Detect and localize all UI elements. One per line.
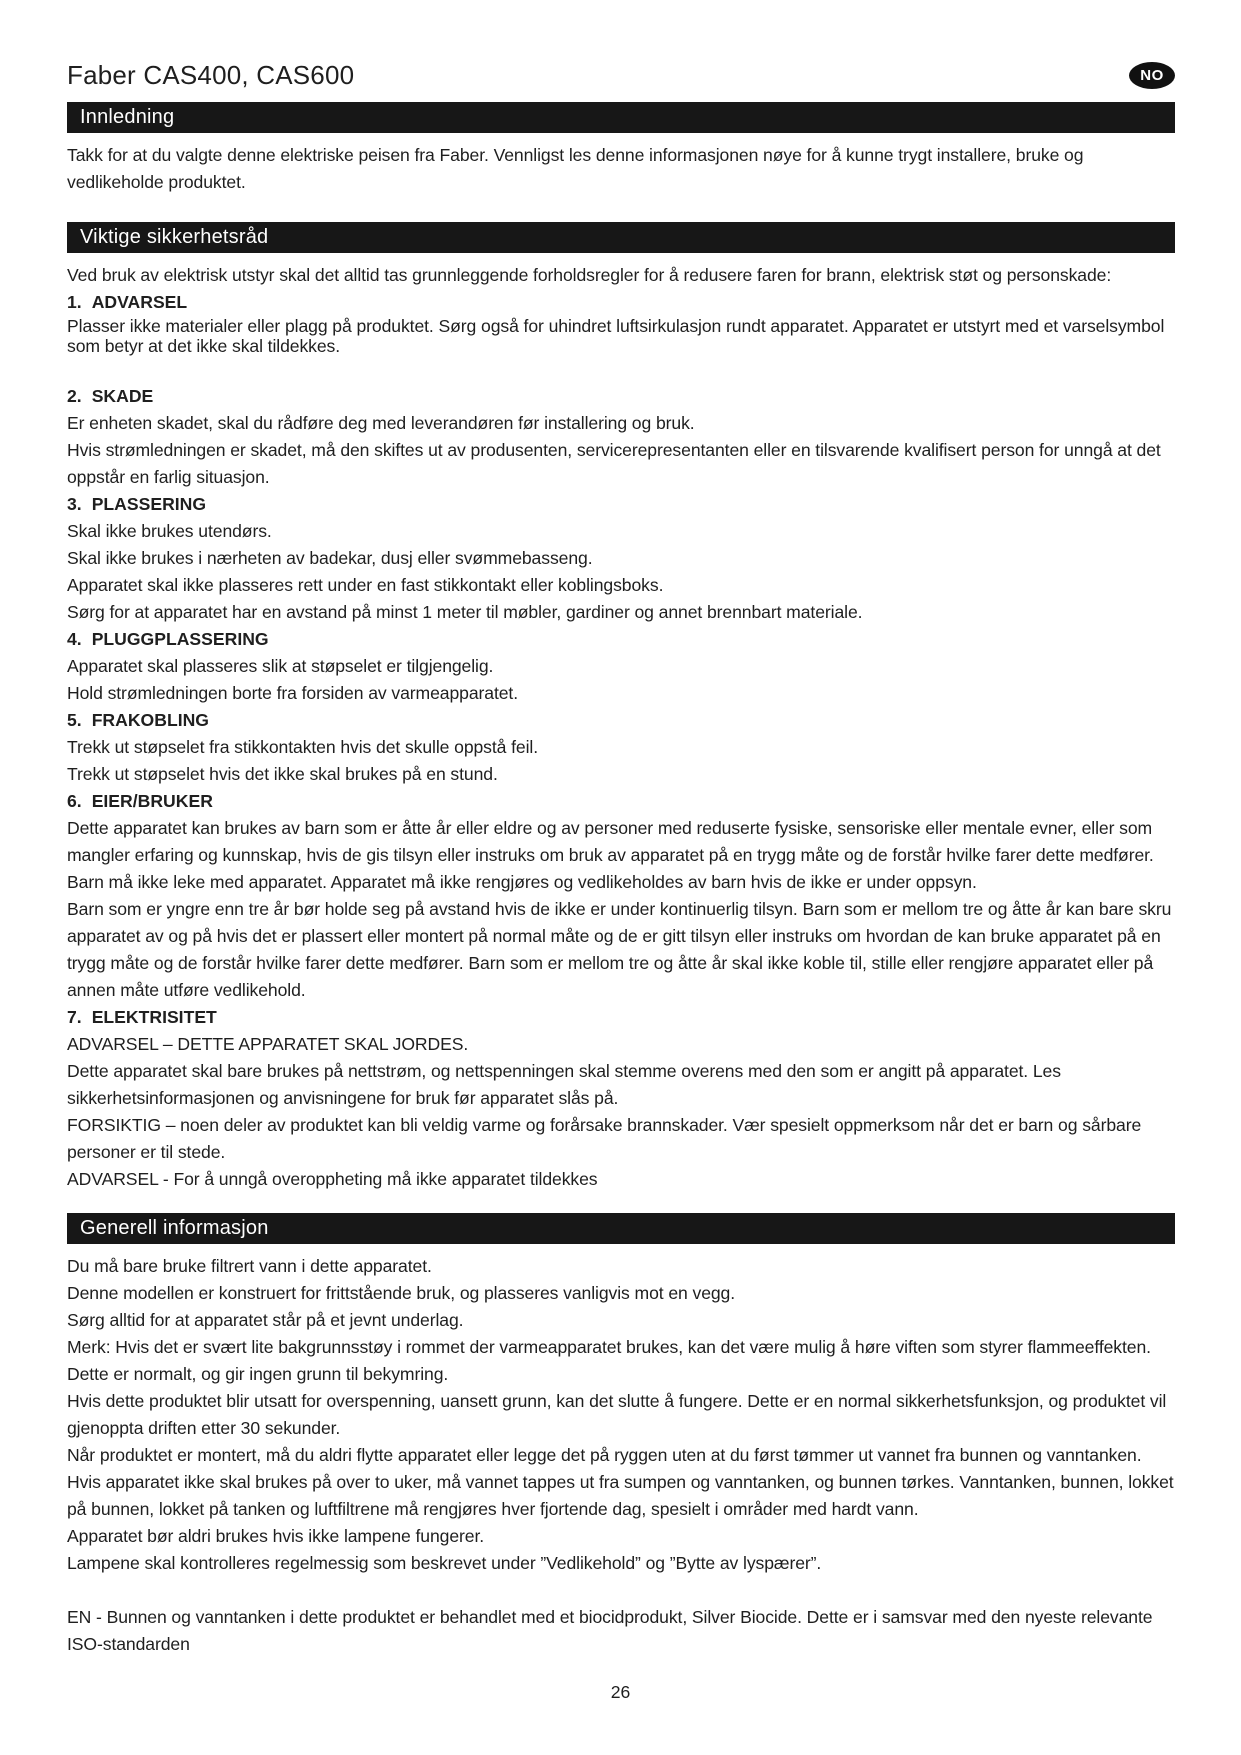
- paragraph: Trekk ut støpselet fra stikkontakten hvis det skulle oppstå feil.: [67, 737, 539, 757]
- safety-item-heading: [67, 289, 1175, 316]
- section-innledning: [67, 142, 1175, 196]
- item-title: ADVARSEL: [91, 292, 188, 312]
- paragraph: Ved bruk av elektrisk utstyr skal det alltid tas grunnleggende forholdsregler for å redusere faren for brann, elektrisk støt og personskade:: [67, 265, 1112, 285]
- item-title: FRAKOBLING: [91, 710, 209, 730]
- item-number: 3.: [67, 494, 82, 514]
- section-sikkerhet: [67, 262, 1175, 1193]
- paragraph: Skal ikke brukes utendørs.: [67, 521, 272, 541]
- safety-item-heading: [67, 1004, 1175, 1031]
- item-title: PLUGGPLASSERING: [91, 629, 269, 649]
- paragraph: Denne modellen er konstruert for frittstående bruk, og plasseres vanligvis mot en vegg.: [67, 1283, 736, 1303]
- item-title: PLASSERING: [91, 494, 207, 514]
- item-title: EIER/BRUKER: [91, 791, 213, 811]
- item-title: ELEKTRISITET: [91, 1007, 217, 1027]
- language-badge: NO: [1129, 62, 1175, 89]
- section-bar-sikkerhet: Viktige sikkerhetsråd: [67, 222, 1175, 253]
- section-generell: [67, 1253, 1175, 1658]
- paragraph: Takk for at du valgte denne elektriske peisen fra Faber. Vennligst les denne informasjonen nøye for å kunne trygt installere, bruke og vedlikeholde produktet.: [67, 145, 1084, 192]
- paragraph: Apparatet skal ikke plasseres rett under en fast stikkontakt eller koblingsboks.: [67, 575, 664, 595]
- item-number: 1.: [67, 292, 82, 312]
- paragraph: Skal ikke brukes i nærheten av badekar, dusj eller svømmebasseng.: [67, 548, 593, 568]
- doc-header: [67, 58, 1175, 92]
- section-bar-innledning: Innledning: [67, 102, 1175, 133]
- paragraph: Merk: Hvis det er svært lite bakgrunnsstøy i rommet der varmeapparatet brukes, kan det være mulig å høre viften som styrer flammeeffekten. Dette er normalt, og gir ingen grunn til bekymring.: [67, 1337, 1151, 1384]
- safety-item-heading: [67, 707, 1175, 734]
- paragraph: Dette apparatet kan brukes av barn som er åtte år eller eldre og av personer med reduserte fysiske, sensoriske eller mentale evner, eller som mangler erfaring og kunnskap, hvis de gis tilsyn eller instruks om bruk av apparatet på en trygg måte og de forstår hvilke farer dette medfører. Barn må ikke leke med apparatet. Apparatet må ikke rengjøres og vedlikeholdes av barn hvis de ikke er under oppsyn.: [67, 818, 1154, 892]
- safety-item-heading: [67, 788, 1175, 815]
- paragraph: Hold strømledningen borte fra forsiden av varmeapparatet.: [67, 683, 518, 703]
- paragraph: Sørg alltid for at apparatet står på et jevnt underlag.: [67, 1310, 464, 1330]
- paragraph: Hvis dette produktet blir utsatt for overspenning, uansett grunn, kan det slutte å fungere. Dette er en normal sikkerhetsfunksjon, og produktet vil gjenoppta driften etter 30 sekunder.: [67, 1391, 1167, 1438]
- paragraph: Når produktet er montert, må du aldri flytte apparatet eller legge det på ryggen uten at du først tømmer ut vannet fra bunnen og vanntanken.: [67, 1445, 1142, 1465]
- safety-item-heading: [67, 491, 1175, 518]
- item-number: 5.: [67, 710, 82, 730]
- item-number: 2.: [67, 386, 82, 406]
- page-number: 26: [610, 1682, 631, 1702]
- item-number: 4.: [67, 629, 82, 649]
- paragraph: Lampene skal kontrolleres regelmessig som beskrevet under ”Vedlikehold” og ”Bytte av lyspærer”.: [67, 1553, 822, 1573]
- paragraph: Hvis strømledningen er skadet, må den skiftes ut av produsenten, servicerepresentanten eller en tilsvarende kvalifisert person for unngå at det oppstår en farlig situasjon.: [67, 440, 1161, 487]
- paragraph: Plasser ikke materialer eller plagg på produktet. Sørg også for uhindret luftsirkulasjon rundt apparatet. Apparatet er utstyrt med et varselsymbol som betyr at det ikke skal tildekkes.: [67, 316, 1165, 356]
- paragraph: Er enheten skadet, skal du rådføre deg med leverandøren før installering og bruk.: [67, 413, 695, 433]
- paragraph: Du må bare bruke filtrert vann i dette apparatet.: [67, 1256, 432, 1276]
- paragraph: Sørg for at apparatet har en avstand på minst 1 meter til møbler, gardiner og annet brennbart materiale.: [67, 602, 863, 622]
- paragraph: FORSIKTIG – noen deler av produktet kan bli veldig varme og forårsake brannskader. Vær spesielt oppmerksom når det er barn og sårbare personer er til stede.: [67, 1115, 1142, 1162]
- paragraph: Dette apparatet skal bare brukes på nettstrøm, og nettspenningen skal stemme overens med den som er angitt på apparatet. Les sikkerhetsinformasjonen og anvisningene for bruk før apparatet slås på.: [67, 1061, 1061, 1108]
- section-bar-generell: Generell informasjon: [67, 1213, 1175, 1244]
- item-number: 7.: [67, 1007, 82, 1027]
- item-number: 6.: [67, 791, 82, 811]
- paragraph: ADVARSEL - For å unngå overoppheting må ikke apparatet tildekkes: [67, 1169, 598, 1189]
- safety-item-heading: [67, 626, 1175, 653]
- biocide-footnote: EN - Bunnen og vanntanken i dette produktet er behandlet med et biocidprodukt, Silver Biocide. Dette er i samsvar med den nyeste relevante ISO-standarden: [67, 1607, 1153, 1654]
- paragraph: Apparatet bør aldri brukes hvis ikke lampene fungerer.: [67, 1526, 485, 1546]
- paragraph: Apparatet skal plasseres slik at støpselet er tilgjengelig.: [67, 656, 494, 676]
- doc-title: Faber CAS400, CAS600: [67, 60, 355, 90]
- safety-item-heading: [67, 383, 1175, 410]
- paragraph: Hvis apparatet ikke skal brukes på over to uker, må vannet tappes ut fra sumpen og vanntanken, og bunnen tørkes. Vanntanken, bunnen, lokket på bunnen, lokket på tanken og luftfiltrene må rengjøres hver fjortende dag, spesielt i områder med hardt vann.: [67, 1472, 1174, 1519]
- paragraph: Barn som er yngre enn tre år bør holde seg på avstand hvis de ikke er under kontinuerlig tilsyn. Barn som er mellom tre og åtte år kan bare skru apparatet av og på hvis det er plassert eller montert på normal måte og de er gitt tilsyn eller instruks om hvordan de kan bruke apparatet på en trygg måte og de forstår hvilke farer dette medfører. Barn som er mellom tre og åtte år skal ikke koble til, stille eller rengjøre apparatet eller på annen måte utføre vedlikehold.: [67, 899, 1172, 1000]
- paragraph: ADVARSEL – DETTE APPARATET SKAL JORDES.: [67, 1034, 469, 1054]
- item-title: SKADE: [91, 386, 154, 406]
- paragraph: Trekk ut støpselet hvis det ikke skal brukes på en stund.: [67, 764, 498, 784]
